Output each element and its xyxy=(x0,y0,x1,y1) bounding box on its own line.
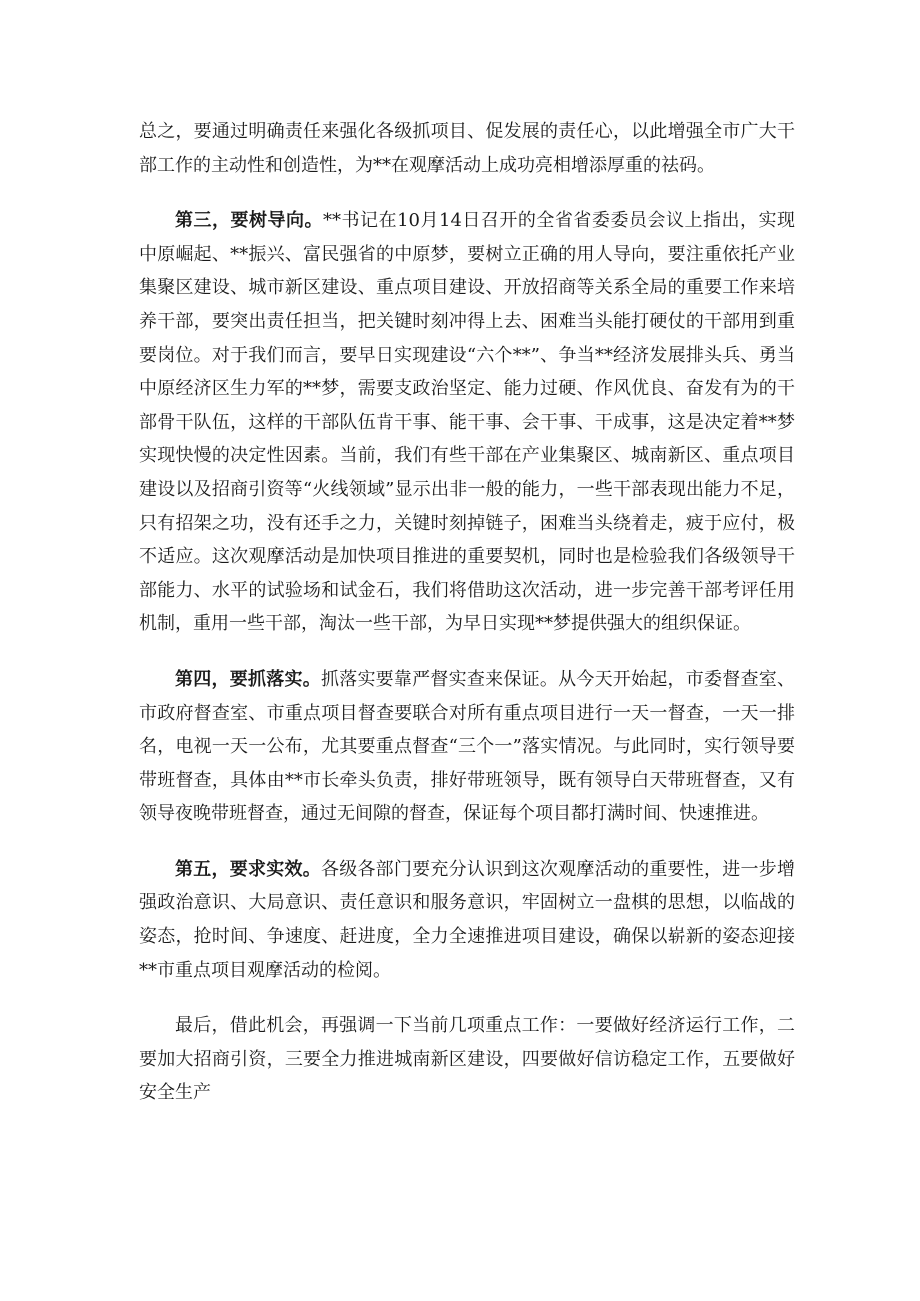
paragraph-fifth-point xyxy=(139,853,795,987)
document-body xyxy=(139,115,795,1132)
paragraph-text: 总之，要通过明确责任来强化各级抓项目、促发展的责任心，以此增强全市广大干部工作的主动性和创造性，为**在观摩活动上成功亮相增添厚重的祛码。 xyxy=(139,121,795,176)
paragraph-lead: 第五，要求实效。 xyxy=(175,858,321,880)
paragraph-third-point xyxy=(139,204,795,641)
paragraph-text: 最后，借此机会，再强调一下当前几项重点工作：一要做好经济运行工作，二要加大招商引资，三要全力推进城南新区建设，四要做好信访稳定工作，五要做好安全生产 xyxy=(139,1015,795,1104)
paragraph-lead: 第三，要树导向。 xyxy=(175,210,324,232)
paragraph-finally xyxy=(139,1009,795,1110)
paragraph-fourth-point xyxy=(139,663,795,831)
paragraph-text: 抓落实要靠严督实查来保证。从今天开始起，市委督查室、市政府督查室、市重点项目督查要联合对所有重点项目进行一天一督查，一天一排名，电视一天一公布，尤其要重点督查“三个一”落实情况。与此同时，实行领导要带班督查，具体由**市长牵头负责，排好带班领导，既有领导白天带班督查，又有领导夜晚带班督查，通过无间隙的督查，保证每个项目都打满时间、快速推进。 xyxy=(139,668,796,825)
paragraph-summary xyxy=(139,115,795,182)
paragraph-text: **书记在10月14日召开的全省省委委员会议上指出，实现中原崛起、**振兴、富民强省的中原梦，要树立正确的用人导向，要注重依托产业集聚区建设、城市新区建设、重点项目建设、开放招商等关系全局的重要工作来培养干部，要突出责任担当，把关键时刻冲得上去、困难当头能打硬仗的干部用到重要岗位。对于我们而言，要早日实现建设“六个**”、争当**经济发展排头兵、勇当中原经济区生力军的**梦，需要支政治坚定、能力过硬、作风优良、奋发有为的干部骨干队伍，这样的干部队伍肯干事、能干事、会干事、干成事，这是决定着**梦实现快慢的决定性因素。当前，我们有些干部在产业集聚区、城南新区、重点项目建设以及招商引资等“火线领域”显示出非一般的能力，一些干部表现出能力不足，只有招架之功，没有还手之力，关键时刻掉链子，困难当头绕着走，疲于应付，极不适应。这次观摩活动是加快项目推进的重要契机，同时也是检验我们各级领导干部能力、水平的试验场和试金石，我们将借助这次活动，进一步完善干部考评任用机制，重用一些干部，淘汰一些干部，为早日实现**梦提供强大的组织保证。 xyxy=(139,210,795,635)
paragraph-lead: 第四，要抓落实。 xyxy=(175,668,321,690)
paragraph-text: 各级各部门要充分认识到这次观摩活动的重要性，进一步增强政治意识、大局意识、责任意识和服务意识，牢固树立一盘棋的思想，以临战的姿态，抢时间、争速度、赶进度，全力全速推进项目建设，确保以崭新的姿态迎接**市重点项目观摩活动的检阅。 xyxy=(139,858,796,981)
